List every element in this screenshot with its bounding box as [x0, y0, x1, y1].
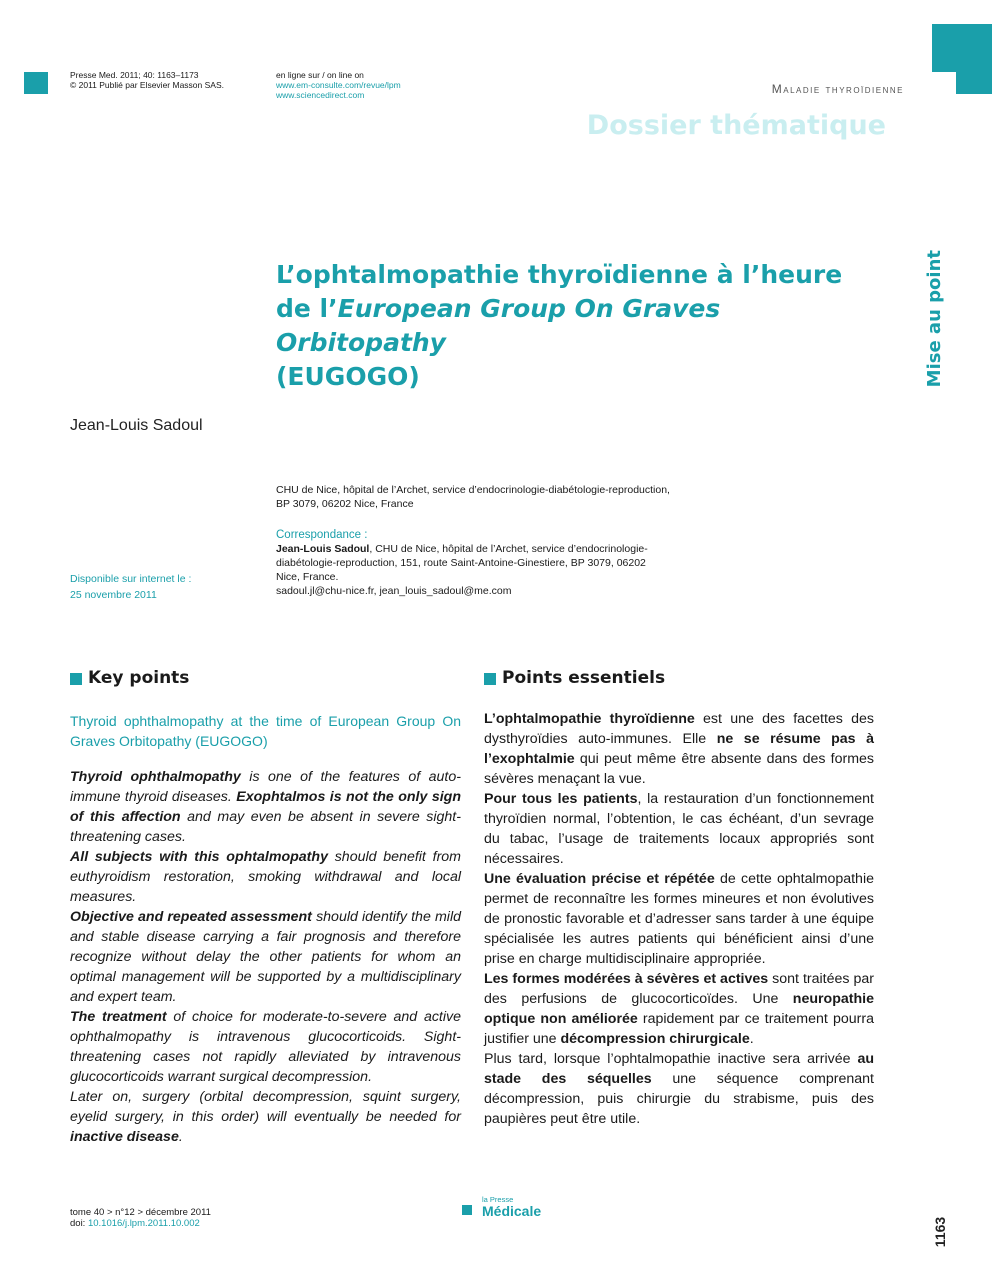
- footer-issue: tome 40 > n°12 > décembre 2011: [70, 1207, 211, 1218]
- corner-square-left: [24, 72, 48, 94]
- online-label: en ligne sur / on line on: [276, 70, 364, 80]
- kp-paragraph-2: [70, 847, 461, 907]
- side-tab-text: Mise au point: [924, 250, 945, 388]
- available-label: Disponible sur internet le :: [70, 573, 192, 585]
- key-points-heading: [70, 668, 189, 688]
- available-date: 25 novembre 2011: [70, 589, 157, 601]
- kp-paragraph-4: [70, 1007, 461, 1087]
- footer-doi-line: [70, 1218, 211, 1229]
- heading-square-icon: [70, 673, 82, 685]
- heading-square-icon: [484, 673, 496, 685]
- url-em-consulte[interactable]: www.em-consulte.com/revue/lpm: [276, 80, 401, 90]
- corr-email[interactable]: sadoul.jl@chu-nice.fr, jean_louis_sadoul@me.com: [276, 585, 512, 597]
- points-essentiels-heading: [484, 668, 665, 688]
- kp-p4-text1: of choice for moderate-to-severe and active ophthalmopathy is intravenous glucocorticoids. Sight-threatening cases not rapidly alleviated by intravenous glucocorticoids warrant surgical decompression.: [70, 1009, 462, 1085]
- affiliation: [276, 483, 716, 511]
- footer-doi-label: doi:: [70, 1218, 88, 1229]
- corr-name: Jean-Louis Sadoul: [276, 543, 370, 555]
- pe-p4-text3: .: [749, 1031, 754, 1047]
- pe-p2-bold1: Pour tous les patients: [484, 791, 638, 807]
- section-label: Maladie thyroïdienne: [771, 82, 904, 96]
- pe-p4-text2: rapidement par ce traitement pourra justifier une: [484, 1011, 874, 1047]
- kp-p1-text1: is one of the features of auto-immune thyroid diseases.: [70, 769, 461, 805]
- pe-p4-text1: sont traitées par des perfusions de glucocorticoïdes. Une: [484, 971, 874, 1007]
- kp-p2-text1: should benefit from euthyroidism restoration, smoking withdrawal and local measures.: [70, 849, 461, 905]
- points-essentiels-body: [484, 709, 874, 1129]
- author: Jean-Louis Sadoul: [70, 417, 203, 434]
- logo-big-text: Médicale: [482, 1203, 542, 1219]
- pe-p1-text2: qui peut même être absente dans des formes sévères menaçant la vue.: [484, 751, 874, 787]
- pe-p4-bold2: neuropathie optique non améliorée: [484, 991, 874, 1027]
- journal-logo: [462, 1196, 541, 1218]
- pe-paragraph-2: [484, 789, 874, 869]
- corr-line1-rest: , CHU de Nice, hôpital de l’Archet, service d’endocrinologie-: [369, 543, 648, 555]
- kp-paragraph-5: [70, 1087, 461, 1147]
- footer-issue-block: [70, 1207, 211, 1229]
- kp-p5-text1: Later on, surgery (orbital decompression, squint surgery, eyelid surgery, in this order) will eventually be needed for: [70, 1089, 461, 1125]
- kp-p1-bold1: Thyroid ophthalmopathy: [70, 769, 241, 785]
- correspondance: [276, 528, 716, 598]
- dossier-title: Dossier thématique: [586, 110, 886, 141]
- correspondance-label: Correspondance :: [276, 529, 368, 541]
- key-points-subtitle: Thyroid ophthalmopathy at the time of European Group On Graves Orbitopathy (EUGOGO): [70, 713, 461, 749]
- kp-p3-bold1: Objective and repeated assessment: [70, 909, 312, 925]
- pe-p4-bold1: Les formes modérées à sévères et actives: [484, 971, 769, 987]
- affiliation-line2: BP 3079, 06202 Nice, France: [276, 498, 414, 510]
- points-essentiels-title: Points essentiels: [502, 668, 666, 688]
- online-block: [276, 70, 496, 100]
- citation-line1: Presse Med. 2011; 40: 1163–1173: [70, 70, 199, 80]
- pe-p4-bold3: décompression chirurgicale: [560, 1031, 750, 1047]
- pe-p1-bold2: ne se résume pas à l’exophtalmie: [484, 731, 875, 767]
- kp-paragraph-3: [70, 907, 461, 1007]
- url-sciencedirect[interactable]: www.sciencedirect.com: [276, 90, 365, 100]
- title-italic: European Group On Graves Orbitopathy: [276, 294, 721, 357]
- kp-p5-bold1: inactive disease: [70, 1129, 179, 1145]
- corr-line1: [276, 542, 716, 556]
- kp-paragraph-1: [70, 767, 461, 847]
- page-number: 1163: [932, 1216, 948, 1248]
- affiliation-line1: CHU de Nice, hôpital de l’Archet, service d’endocrinologie-diabétologie-reproduction,: [276, 484, 670, 496]
- pe-p3-text1: de cette ophtalmopathie permet de reconnaître les formes mineures et non évolutives de pronostic favorable et d’adresser sans tarder à une équipe spécialisée les autres patients qui bénéficient ainsi d’une prise en charge multidisciplinaire appropriée.: [484, 871, 874, 967]
- kp-p2-bold1: All subjects with this ophtalmopathy: [70, 849, 328, 865]
- corr-line3: Nice, France.: [276, 571, 339, 583]
- kp-p1-bold2: Exophtalmos is not the only sign of this affection: [70, 789, 461, 825]
- pe-p1-bold1: L’ophtalmopathie thyroïdienne: [484, 711, 695, 727]
- logo-square-icon: [462, 1205, 472, 1215]
- pe-p2-text1: , la restauration d’un fonctionnement thyroïdien normal, l’obtention, le cas échéant, d’un sevrage du tabac, l’usage de traitements locaux appropriés sont nécessaires.: [484, 791, 874, 867]
- page-number-wrap: [930, 1214, 950, 1254]
- kp-p3-text1: should identify the mild and stable disease carrying a fair prognosis and therefore recognize without delay the other patients for whom an optimal management will be supported by a multidisciplinary and expert team.: [70, 909, 461, 1005]
- key-points-title: Key points: [88, 668, 190, 688]
- key-points-body: [70, 767, 461, 1147]
- citation: [70, 70, 270, 90]
- available-block: [70, 571, 191, 603]
- kp-p5-text2: .: [178, 1129, 183, 1145]
- article-title: [276, 258, 876, 394]
- pe-p5-bold1: au stade des séquelles: [484, 1051, 874, 1087]
- pe-p5-text1: Plus tard, lorsque l’ophtalmopathie inactive sera arrivée: [484, 1051, 858, 1067]
- kp-p1-text2: and may even be absent in severe sight-threatening cases.: [70, 809, 461, 845]
- pe-p1-text1: est une des facettes des dysthyroïdies auto-immunes. Elle: [484, 711, 874, 747]
- citation-line2: © 2011 Publié par Elsevier Masson SAS.: [70, 80, 224, 90]
- side-tab-label: [920, 250, 950, 390]
- corr-line2: diabétologie-reproduction, 151, route Saint-Antoine-Ginestiere, BP 3079, 06202: [276, 557, 646, 569]
- pe-p3-bold1: Une évaluation précise et répétée: [484, 871, 715, 887]
- pe-paragraph-5: [484, 1049, 874, 1129]
- logo-small-text: la Presse: [482, 1195, 514, 1204]
- kp-p4-bold1: The treatment: [70, 1009, 167, 1025]
- pe-paragraph-3: [484, 869, 874, 969]
- pe-paragraph-1: [484, 709, 874, 789]
- footer-doi-link[interactable]: 10.1016/j.lpm.2011.10.002: [87, 1218, 200, 1229]
- title-part1: L’ophtalmopathie thyroïdienne à l’heure de l’: [276, 260, 843, 323]
- pe-paragraph-4: [484, 969, 874, 1049]
- pe-p5-text2: une séquence comprenant décompression, puis chirurgie du strabisme, puis des paupières peut être utile.: [484, 1071, 874, 1127]
- title-part2: (EUGOGO): [276, 362, 420, 391]
- corner-tab-notch: [932, 72, 956, 94]
